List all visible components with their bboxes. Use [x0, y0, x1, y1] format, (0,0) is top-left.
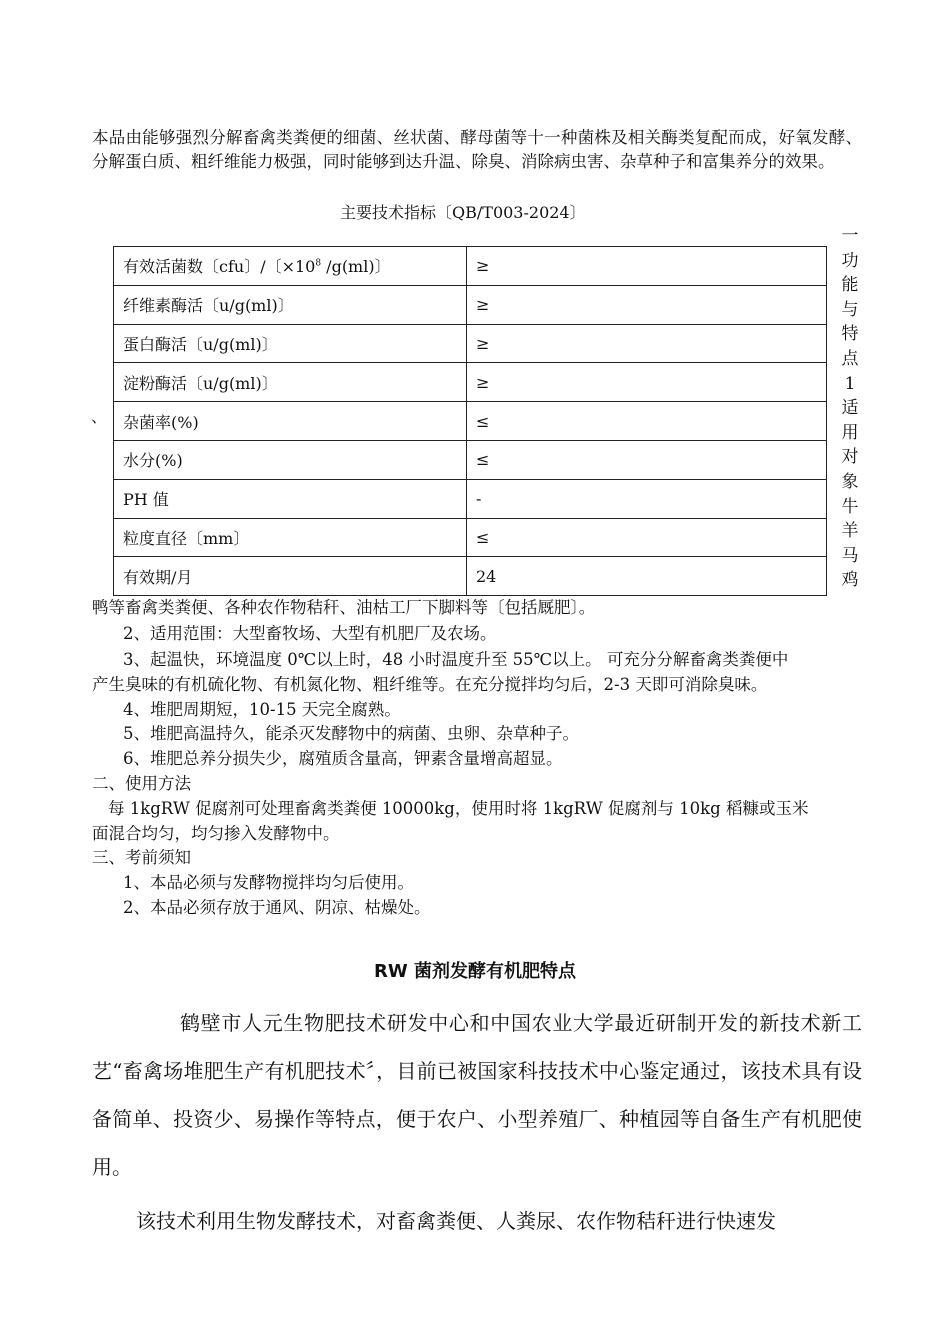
vertical-char: 特	[841, 324, 859, 345]
table-cell-value: 24	[467, 557, 827, 596]
notes-item: 1、本品必须与发酵物搅拌均匀后使用。	[123, 873, 414, 892]
superscript: 8	[315, 259, 322, 270]
table-cell-value: -	[467, 479, 827, 518]
vertical-char: 羊	[841, 521, 859, 542]
table-cell-name: 水分(%)	[114, 440, 467, 479]
feature-line: 2、适用范围：大型畜牧场、大型有机肥厂及农场。	[123, 624, 497, 643]
vertical-char: 象	[841, 471, 859, 492]
usage-line: 每 1kgRW 促腐剂可处理畜禽类粪便 10000kg，使用时将 1kgRW 促腐剂与 10kg 稻糠或玉米	[108, 799, 809, 818]
table-row	[114, 363, 827, 402]
table-cell-name: 有效期/月	[114, 557, 467, 596]
feature-line: 6、堆肥总养分损失少，腐殖质含量高，钾素含量增高超显。	[123, 749, 563, 768]
vertical-char: 功	[841, 250, 859, 271]
usage-title: 二、使用方法	[92, 774, 191, 793]
notes-title: 三、考前须知	[92, 848, 191, 867]
table-row	[114, 285, 827, 324]
table-cell-name	[114, 247, 467, 286]
table-row	[114, 518, 827, 557]
vertical-char: 马	[841, 545, 859, 566]
table-cell-name: 纤维素酶活〔u/g(ml)〕	[114, 285, 467, 324]
section-paragraph: 该技术利用生物发酵技术，对畜禽粪便、人粪尿、农作物秸秆进行快速发	[136, 1209, 776, 1233]
vertical-char: 一	[841, 226, 859, 246]
vertical-char: 与	[841, 299, 859, 320]
table-row	[114, 557, 827, 596]
table-cell-name: 粒度直径〔mm〕	[114, 518, 467, 557]
notes-item: 2、本品必须存放于通风、阴凉、枯燥处。	[123, 898, 431, 917]
table-row	[114, 402, 827, 441]
cell-text: /g(ml)〕	[321, 257, 391, 277]
usage-line: 面混合均匀，均匀掺入发酵物中。	[92, 824, 340, 843]
table-cell-name: PH 值	[114, 479, 467, 518]
table-cell-value: ≥	[467, 247, 827, 286]
stray-mark: 、	[91, 407, 108, 426]
feature-line: 3、起温快，环境温度 0℃以上时，48 小时温度升至 55℃以上。 可充分分解畜禽类粪便中	[123, 650, 789, 669]
table-row	[114, 247, 827, 286]
table-cell-name: 杂菌率(%)	[114, 402, 467, 441]
feature-line: 产生臭味的有机硫化物、有机氮化物、粗纤维等。在充分搅拌均匀后，2-3 天即可消除臭味。	[92, 675, 768, 694]
table-row	[114, 479, 827, 518]
vertical-char: 对	[841, 447, 859, 468]
table-cell-name: 蛋白酶活〔u/g(ml)〕	[114, 324, 467, 363]
table-caption: 主要技术指标〔QB/T003-2024〕	[340, 203, 586, 222]
spec-table	[113, 246, 827, 596]
vertical-char: 适	[841, 398, 859, 419]
cell-text: 有效活菌数〔cfu〕/〔×10	[123, 257, 316, 277]
vertical-text-column	[838, 224, 862, 593]
vertical-char: 鸡	[841, 570, 859, 591]
table-cell-value: ≤	[467, 518, 827, 557]
table-cell-value: ≥	[467, 324, 827, 363]
table-cell-value: ≥	[467, 363, 827, 402]
table-cell-value: ≥	[467, 285, 827, 324]
table-row	[114, 324, 827, 363]
intro-paragraph: 本品由能够强烈分解畜禽类粪便的细菌、丝状菌、酵母菌等十一种菌株及相关酶类复配而成，好氧发酵、分解蛋白质、粗纤维能力极强，同时能够到达升温、除臭、消除病虫害、杂草种子和富集养分的效果。	[92, 128, 862, 171]
feature-line: 鸭等畜禽类粪便、各种农作物秸秆、油枯工厂下脚料等〔包括厩肥〕。	[92, 598, 596, 617]
feature-line: 5、堆肥高温持久，能杀灭发酵物中的病菌、虫卵、杂草种子。	[123, 724, 579, 743]
table-cell-name: 淀粉酶活〔u/g(ml)〕	[114, 363, 467, 402]
vertical-char: 1	[844, 373, 856, 394]
table-cell-value: ≤	[467, 402, 827, 441]
section-heading: RW 菌剂发酵有机肥特点	[374, 961, 576, 982]
table-cell-value: ≤	[467, 440, 827, 479]
feature-line: 4、堆肥周期短，10-15 天完全腐熟。	[123, 700, 401, 719]
vertical-char: 牛	[841, 496, 859, 517]
section-paragraph: 鹤壁市人元生物肥技术研发中心和中国农业大学最近研制开发的新技术新工艺“畜禽场堆肥生产有机肥技术〞，目前已被国家科技技术中心鉴定通过，该技术具有设备简单、投资少、易操作等特点，便于农户、小型养殖厂、种植园等自备生产有机肥使用。	[92, 1011, 862, 1179]
table-row	[114, 440, 827, 479]
vertical-char: 用	[841, 422, 859, 443]
vertical-char: 能	[841, 275, 859, 296]
vertical-char: 点	[841, 348, 859, 369]
